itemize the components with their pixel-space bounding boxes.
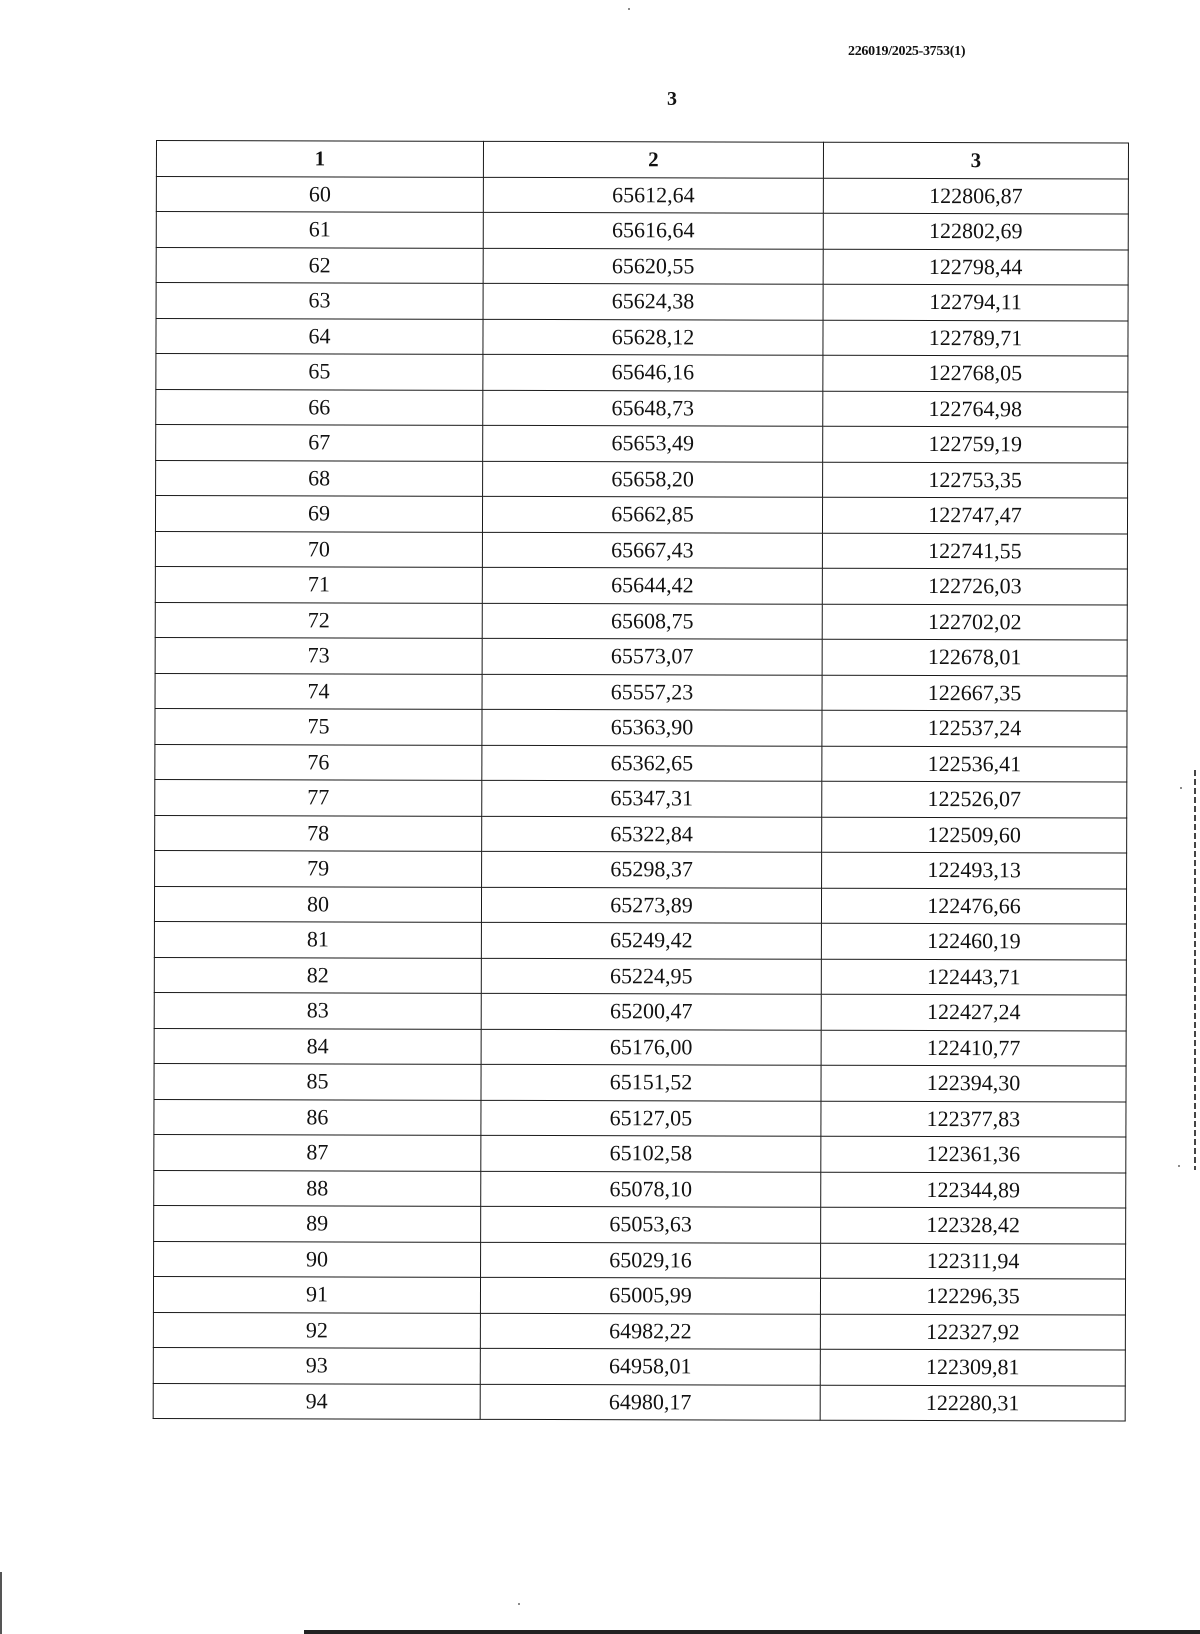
x-coordinate-cell: 65200,47	[481, 993, 821, 1029]
table-row	[154, 957, 1126, 995]
x-coordinate-cell: 64958,01	[480, 1348, 820, 1384]
y-coordinate-cell: 122741,55	[822, 533, 1127, 569]
coordinates-table	[153, 140, 1129, 1422]
y-coordinate-cell: 122443,71	[821, 959, 1126, 995]
table-row	[155, 673, 1127, 711]
y-coordinate-cell: 122377,83	[821, 1101, 1126, 1137]
y-coordinate-cell: 122493,13	[822, 852, 1127, 888]
y-coordinate-cell: 122309,81	[820, 1349, 1125, 1385]
table-row	[155, 744, 1127, 782]
x-coordinate-cell: 65249,42	[481, 922, 821, 958]
table-row	[156, 460, 1128, 498]
point-number-cell: 75	[155, 708, 482, 744]
y-coordinate-cell: 122747,47	[822, 497, 1127, 533]
point-number-cell: 68	[156, 460, 483, 496]
table-row	[154, 1205, 1126, 1243]
point-number-cell: 86	[154, 1099, 481, 1135]
table-row	[155, 602, 1127, 640]
table-row	[156, 389, 1128, 427]
table-header	[156, 141, 1128, 179]
point-number-cell: 92	[153, 1312, 480, 1348]
point-number-cell: 69	[155, 496, 482, 532]
table-row	[155, 708, 1127, 746]
table-row	[154, 1028, 1126, 1066]
point-number-cell: 71	[155, 566, 482, 602]
y-coordinate-cell: 122280,31	[820, 1385, 1125, 1421]
table-body	[153, 176, 1128, 1421]
y-coordinate-cell: 122753,35	[823, 462, 1128, 498]
x-coordinate-cell: 65005,99	[480, 1277, 820, 1313]
y-coordinate-cell: 122460,19	[821, 923, 1126, 959]
x-coordinate-cell: 65573,07	[482, 638, 822, 674]
point-number-cell: 60	[156, 176, 483, 212]
x-coordinate-cell: 65658,20	[483, 461, 823, 497]
x-coordinate-cell: 65616,64	[483, 212, 823, 248]
y-coordinate-cell: 122789,71	[823, 320, 1128, 356]
table-row	[154, 1063, 1126, 1101]
point-number-cell: 91	[153, 1276, 480, 1312]
point-number-cell: 82	[154, 957, 481, 993]
bottom-rule	[304, 1630, 1200, 1634]
x-coordinate-cell: 65362,65	[482, 745, 822, 781]
table-row	[155, 637, 1127, 675]
y-coordinate-cell: 122667,35	[822, 675, 1127, 711]
x-coordinate-cell: 65662,85	[482, 496, 822, 532]
point-number-cell: 81	[154, 921, 481, 957]
point-number-cell: 62	[156, 247, 483, 283]
point-number-cell: 76	[155, 744, 482, 780]
y-coordinate-cell: 122702,02	[822, 604, 1127, 640]
table-row	[154, 1134, 1126, 1172]
x-coordinate-cell: 65053,63	[481, 1206, 821, 1242]
point-number-cell: 78	[155, 815, 482, 851]
point-number-cell: 90	[154, 1241, 481, 1277]
point-number-cell: 79	[155, 850, 482, 886]
y-coordinate-cell: 122537,24	[822, 710, 1127, 746]
point-number-cell: 72	[155, 602, 482, 638]
x-coordinate-cell: 65624,38	[483, 283, 823, 319]
x-coordinate-cell: 65347,31	[482, 780, 822, 816]
x-coordinate-cell: 65298,37	[482, 851, 822, 887]
table-row	[155, 496, 1127, 534]
table-row	[154, 1099, 1126, 1137]
table-row	[154, 886, 1126, 924]
table-row	[154, 921, 1126, 959]
y-coordinate-cell: 122794,11	[823, 284, 1128, 320]
x-coordinate-cell: 65176,00	[481, 1029, 821, 1065]
scan-edge-mark	[1194, 770, 1196, 1170]
y-coordinate-cell: 122768,05	[823, 355, 1128, 391]
point-number-cell: 65	[156, 354, 483, 390]
point-number-cell: 63	[156, 283, 483, 319]
point-number-cell: 93	[153, 1347, 480, 1383]
y-coordinate-cell: 122476,66	[821, 888, 1126, 924]
table-row	[153, 1276, 1125, 1314]
table-row	[155, 531, 1127, 569]
table-row	[154, 1241, 1126, 1279]
point-number-cell: 84	[154, 1028, 481, 1064]
table-row	[153, 1312, 1125, 1350]
x-coordinate-cell: 64982,22	[480, 1313, 820, 1349]
scan-speck	[518, 1603, 520, 1605]
x-coordinate-cell: 65648,73	[483, 390, 823, 426]
table-row	[156, 318, 1128, 356]
y-coordinate-cell: 122526,07	[822, 781, 1127, 817]
page-number: 3	[667, 88, 677, 110]
column-header-1: 1	[156, 141, 483, 177]
y-coordinate-cell: 122327,92	[820, 1314, 1125, 1350]
x-coordinate-cell: 65646,16	[483, 354, 823, 390]
point-number-cell: 67	[156, 425, 483, 461]
point-number-cell: 80	[154, 886, 481, 922]
table-row	[156, 354, 1128, 392]
point-number-cell: 89	[154, 1205, 481, 1241]
point-number-cell: 61	[156, 212, 483, 248]
table-row	[155, 779, 1127, 817]
x-coordinate-cell: 65224,95	[481, 958, 821, 994]
x-coordinate-cell: 65608,75	[482, 603, 822, 639]
x-coordinate-cell: 65653,49	[483, 425, 823, 461]
x-coordinate-cell: 65557,23	[482, 674, 822, 710]
point-number-cell: 77	[155, 779, 482, 815]
table-row	[153, 1383, 1125, 1421]
y-coordinate-cell: 122394,30	[821, 1065, 1126, 1101]
header-row	[156, 141, 1128, 179]
x-coordinate-cell: 65078,10	[481, 1171, 821, 1207]
x-coordinate-cell: 65273,89	[481, 887, 821, 923]
table-row	[156, 212, 1128, 250]
y-coordinate-cell: 122410,77	[821, 1030, 1126, 1066]
point-number-cell: 74	[155, 673, 482, 709]
table-row	[155, 850, 1127, 888]
table-row	[156, 425, 1128, 463]
point-number-cell: 88	[154, 1170, 481, 1206]
y-coordinate-cell: 122427,24	[821, 994, 1126, 1030]
point-number-cell: 94	[153, 1383, 480, 1419]
x-coordinate-cell: 65644,42	[482, 567, 822, 603]
scan-speck	[1178, 1165, 1180, 1167]
y-coordinate-cell: 122802,69	[823, 213, 1128, 249]
x-coordinate-cell: 65127,05	[481, 1100, 821, 1136]
scan-speck	[628, 8, 630, 10]
x-coordinate-cell: 65363,90	[482, 709, 822, 745]
x-coordinate-cell: 65612,64	[483, 177, 823, 213]
y-coordinate-cell: 122361,36	[821, 1136, 1126, 1172]
table-row	[156, 176, 1128, 214]
scan-left-mark	[0, 1572, 2, 1634]
table-row	[154, 992, 1126, 1030]
scan-speck	[1180, 787, 1182, 789]
x-coordinate-cell: 65322,84	[482, 816, 822, 852]
y-coordinate-cell: 122509,60	[822, 817, 1127, 853]
y-coordinate-cell: 122678,01	[822, 639, 1127, 675]
y-coordinate-cell: 122328,42	[821, 1207, 1126, 1243]
y-coordinate-cell: 122806,87	[823, 178, 1128, 214]
point-number-cell: 83	[154, 992, 481, 1028]
x-coordinate-cell: 65620,55	[483, 248, 823, 284]
y-coordinate-cell: 122311,94	[821, 1243, 1126, 1279]
point-number-cell: 70	[155, 531, 482, 567]
x-coordinate-cell: 64980,17	[480, 1384, 820, 1420]
y-coordinate-cell: 122798,44	[823, 249, 1128, 285]
point-number-cell: 66	[156, 389, 483, 425]
point-number-cell: 73	[155, 637, 482, 673]
point-number-cell: 87	[154, 1134, 481, 1170]
point-number-cell: 85	[154, 1063, 481, 1099]
column-header-3: 3	[823, 142, 1128, 178]
table-row	[153, 1347, 1125, 1385]
table-row	[154, 1170, 1126, 1208]
table-row	[155, 815, 1127, 853]
x-coordinate-cell: 65667,43	[482, 532, 822, 568]
table-row	[156, 247, 1128, 285]
y-coordinate-cell: 122296,35	[820, 1278, 1125, 1314]
document-id: 226019/2025-3753(1)	[848, 44, 966, 59]
x-coordinate-cell: 65029,16	[481, 1242, 821, 1278]
table-row	[155, 566, 1127, 604]
y-coordinate-cell: 122764,98	[823, 391, 1128, 427]
point-number-cell: 64	[156, 318, 483, 354]
x-coordinate-cell: 65151,52	[481, 1064, 821, 1100]
y-coordinate-cell: 122536,41	[822, 746, 1127, 782]
table-row	[156, 283, 1128, 321]
column-header-2: 2	[483, 141, 823, 177]
y-coordinate-cell: 122759,19	[823, 426, 1128, 462]
y-coordinate-cell: 122344,89	[821, 1172, 1126, 1208]
x-coordinate-cell: 65102,58	[481, 1135, 821, 1171]
y-coordinate-cell: 122726,03	[822, 568, 1127, 604]
x-coordinate-cell: 65628,12	[483, 319, 823, 355]
